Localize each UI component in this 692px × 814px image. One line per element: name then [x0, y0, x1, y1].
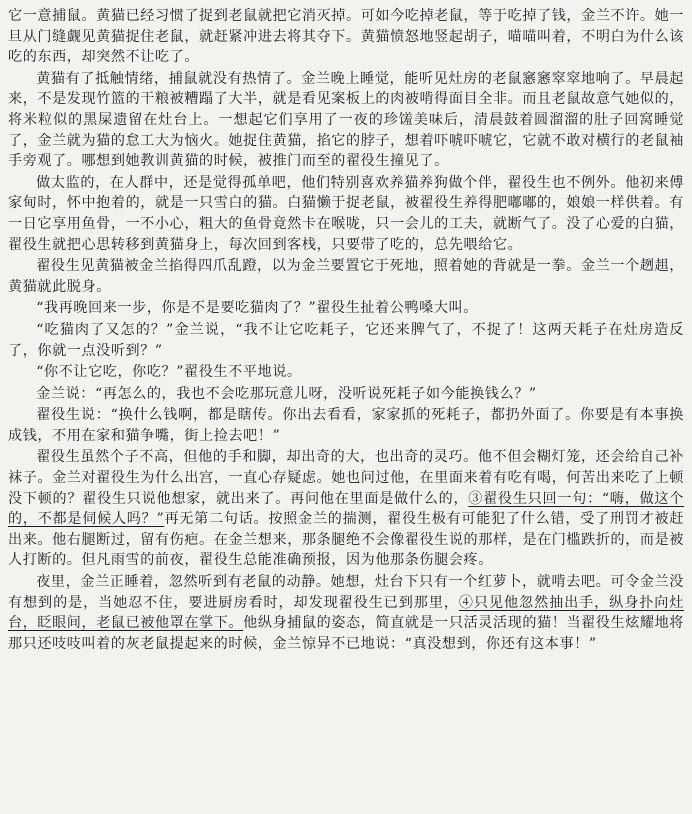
paragraph-8 — [8, 384, 684, 405]
underlined-sentence: ③翟役生只回一句：“嗨，做这个的，不都是伺候人吗？” — [8, 490, 684, 528]
text-run: “你不让它吃，你吃？”翟役生不平地说。 — [36, 364, 302, 381]
paragraph-7 — [8, 362, 684, 383]
text-run: “我再晚回来一步，你是不是要吃猫肉了？”翟役生扯着公鸭嗓大叫。 — [36, 300, 478, 317]
paragraph-11 — [8, 572, 684, 654]
text-run: 翟役生虽然个子不高，但他的手和脚，却出奇的大，也出奇的灵巧。他不但会糊灯笼，还会给自己补袜子。金兰对翟役生为什么出宫，一直心存疑虑。她也问过他，在里面来着有吃有喝，何苦出来吃了上顿没下顿的？翟役生只说他想家，就出来了。再问他在里面是做什么的， — [8, 449, 684, 507]
text-run: 它一意捕鼠。黄猫已经习惯了捉到老鼠就把它消灭掉。可如今吃掉老鼠，等于吃掉了钱，金兰不许。她一旦从门缝觑见黄猫捉住老鼠，就赶紧冲进去将其夺下。黄猫愤怒地竖起胡子，喵喵叫着，不明白为什么该吃的东西，却突然不让吃了。 — [8, 8, 684, 66]
text-run: 再无第二句话。按照金兰的揣测，翟役生极有可能犯了什么错，受了刑罚才被赶出来。他右腿断过，留有伤疤。在金兰想来，那条腿绝不会像翟役生说的那样，是在门槛跌折的，而是被人打断的。但凡雨雪的前夜，翟役生总能准确预报，因为他那条伤腿会疼。 — [8, 511, 684, 569]
paragraph-3 — [8, 173, 684, 255]
paragraph-6 — [8, 320, 684, 361]
paragraph-4 — [8, 256, 684, 297]
paragraph-10 — [8, 447, 684, 571]
paragraph-2 — [8, 69, 684, 172]
text-run: 夜里，金兰正睡着，忽然听到有老鼠的动静。她想，灶台下只有一个红萝卜，就啃去吧。可令金兰没有想到的是，当她忍不住，要进厨房看时，却发现翟役生已到那里， — [8, 574, 684, 611]
text-run: 黄猫有了抵触情绪，捕鼠就没有热情了。金兰晚上睡觉，能听见灶房的老鼠窸窸窣窣地响了。早晨起来，不是发现竹篮的干粮被糟蹋了大半，就是看见案板上的肉被啃得面目全非。而且老鼠故意气她似的，将米粒似的黑屎遗留在灶台上。一想起它们享用了一夜的珍馐美味后，清晨鼓着圆溜溜的肚子回窝睡觉了，金兰就为猫的怠工大为恼火。她捉住黄猫，掐它的脖子，想着吓唬吓唬它，它就不敢对横行的老鼠袖手旁观了。哪想到她教训黄猫的时候，被推门而至的翟役生撞见了。 — [8, 70, 684, 170]
text-run: “吃猫肉了又怎的？”金兰说，“我不让它吃耗子，它还来脾气了，不捉了！这两天耗子在灶房造反了，你就一点没听到？” — [8, 321, 684, 359]
underlined-sentence: ④只见他忽然抽出手，纵身扑向灶台，眨眼间，老鼠已被他罩在掌下。 — [8, 594, 684, 632]
paragraph-5 — [8, 298, 684, 319]
text-run: 他纵身捕鼠的姿态，简直就是一只活灵活现的猫！当翟役生炫耀地将那只还吱吱叫着的灰老鼠提起来的时候，金兰惊异不已地说：“真没想到，你还有这本事！” — [8, 615, 685, 652]
text-run: 翟役生见黄猫被金兰掐得四爪乱蹬，以为金兰要置它于死地，照着她的背就是一拳。金兰一个趔趄，黄猫就此脱身。 — [8, 258, 684, 295]
text-run: 金兰说：“再怎么的，我也不会吃那玩意儿呀，没听说死耗子如今能换钱么？” — [36, 385, 537, 402]
paragraph-1 — [8, 6, 684, 68]
text-run: 做太监的，在人群中，还是觉得孤单吧，他们特别喜欢养猫养狗做个伴，翟役生也不例外。他初来傅家甸时，怀中抱着的，就是一只雪白的猫。白猫懒于捉老鼠，被翟役生养得肥嘟嘟的，娘娘一样供着。有一日它享用鱼骨，一不小心，粗大的鱼骨竟然卡在喉咙，只一会儿的工夫，就断气了。没了心爱的白猫，翟役生就把心思转移到黄猫身上，每次回到客栈，只要带了吃的，总先喂给它。 — [8, 174, 684, 253]
paragraph-9 — [8, 405, 684, 446]
text-run: 翟役生说：“换什么钱啊，都是瞎传。你出去看看，家家抓的死耗子，都扔外面了。你要是有本事换成钱，不用在家和猫争嘴，街上捡去吧！” — [8, 407, 684, 444]
